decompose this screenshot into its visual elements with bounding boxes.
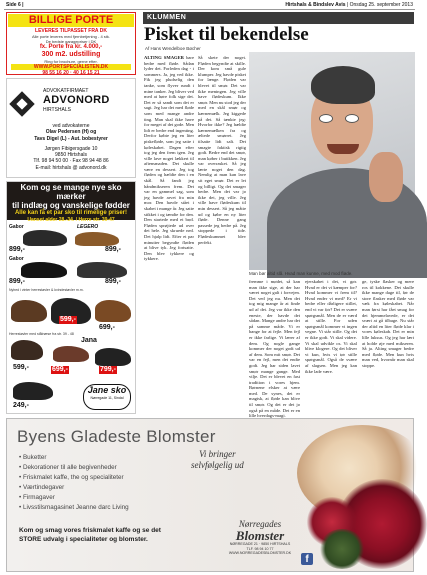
shop-logo: Nørregades Blomster NØRREGADE 21 · 9850 HIRTSHALS TLF. 98 94 10 77 WWW.NORREGADESBLOMSTER.DK bbox=[205, 519, 315, 556]
ad-title: BILLIGE PORTE bbox=[8, 14, 134, 27]
shoe-offer: 899,- bbox=[71, 256, 133, 288]
page-header bbox=[4, 2, 415, 10]
ad-call-to-action: Kom og smag vores friskmalet kaffe og se det STORE udvalg i specialiteter og blomster. bbox=[19, 527, 161, 543]
ad-shoes: Kom og se mange nye sko mærker til indlæg og vanskelige fødder Alle kan få et par sko til rimelige priser! Uanset alder 28.-34. / Herre str. 39-47 Gabor 899,- LEGERO 899,- Gabor 899,- 899,- Nyhed i vinter herrestøvler & kvindestøvler m.m. 599,- 699,- Herrestøvler med stålnæse fra str. 39 - 48 599,- Jana 699,- 799,- 249,- Jane sko Nørregade 11, Sindal bbox=[6, 181, 136, 414]
shoe-image bbox=[23, 230, 67, 246]
list-item: • Livsstilsmagasinet Jeanne darc Living bbox=[19, 503, 129, 513]
columnist-photo bbox=[249, 52, 415, 270]
shoe-image bbox=[77, 262, 127, 278]
shoe-image bbox=[53, 346, 89, 362]
shoe-image bbox=[75, 232, 119, 246]
ad-advonord-body: ved advokaterne Olav Pedersen (H) og Tavs Digel (L) - Aut. bobestyrer Jørgen Fibigersgade 10 9850 Hirtshals Tlf. 98 94 50 00 · Fax 98 94 48 86 E-mail: hirtshals @ advonord.dk bbox=[7, 123, 135, 171]
facebook-icon[interactable]: f bbox=[301, 553, 313, 565]
delivery-note: Vi bringer selvfølgelig ud bbox=[191, 449, 244, 470]
list-item: • Friskmalet kaffe, the og specialiteter bbox=[19, 473, 129, 483]
ad-web-link[interactable]: WWW.NORREGADESBLOMSTER.DK bbox=[228, 551, 292, 555]
shoe-offer: LEGERO 899,- bbox=[77, 224, 121, 253]
shoe-image bbox=[95, 300, 131, 322]
ad-shoes-header: Kom og se mange nye sko mærker til indlæg og vanskelige fødder Alle kan få et par sko til rimelige priser! Uanset alder 28.-34. / Herre str. 39-47 bbox=[7, 182, 135, 220]
ad-billige-porte: BILLIGE PORTE LEVERES TILPASSET FRA DK Alle porte leveres med fjernbetjening - 4 stk. De bedste garagepriser i DK fx. Porte fra kr. 4.000,- 300 m2. udstilling Ring for brochure, gerne efter. WWW.PORTSPECIALISTEN.DK 98 55 16 20 · 40 16 15 21 bbox=[6, 12, 136, 75]
shoe-offer: 599,- Jana 699,- 799,- bbox=[9, 338, 133, 378]
ad-title: Byens Gladeste Blomster bbox=[17, 427, 216, 446]
list-item: • Værtindegaver bbox=[19, 483, 129, 493]
leaf-image bbox=[319, 529, 365, 569]
ad-blomster bbox=[6, 418, 414, 572]
shoe-image bbox=[95, 348, 131, 366]
list-item: • Buketter bbox=[19, 453, 129, 463]
services-list bbox=[19, 453, 129, 513]
shoe-image bbox=[11, 300, 47, 322]
list-item: • Firmagaver bbox=[19, 493, 129, 503]
ad-firm-name: ADVONORD bbox=[43, 94, 110, 106]
shoe-image bbox=[21, 262, 67, 278]
advonord-logo-icon bbox=[9, 91, 34, 116]
article-column: fremme i mødet, så kan man ikke sige, at der har været noget galt i forvejen. Det ved jeg nu. Men det tog mig mange år at finde ud af det. Jeg var ikke den eneste, der havde det sådan. Mange andre har det på samme måde. Vi er bange for at fejle. Men fejl er ikke farlige. Vi lærer af dem. Og nogle gange kommer der noget godt ud af dem. Som mit smør. Det var en fejl, men det endte godt. Jeg har siden lavet smør mange gange. Med vilje. Det er blevet en fast tradition i vores hjem. Børnene elsker at være med. De synes, det er magisk, at fløde kan blive til smør. Og det er det jo også på en måde. Det er en lille hverdags-magi. bbox=[249, 279, 300, 419]
article-headline: Pisket til bekendelse bbox=[144, 24, 309, 45]
article-column: ALTING SMAGER bare bedre med fløde. Sådan lyder det. Forleden dag - i sommers. Ja, jeg ved ikke. Fik jeg pludselig den tanke, som flyver rundt i mine tanker. Jeg bliver ved med at høre folk sige det. Det er så sandt som det er sagt. Jeg har det med fløde som med mange andre ting. Man skal ikke have for meget af det gode. Men lidt er bedre end ingenting. Derfor købte jeg en liter piskefløde, som jeg satte i køleskabet. Dagen efter tog jeg den frem igen. Jeg ville lave noget lækkert til aftensmaden. Det skulle være en dessert. Jeg tog fløden og hældte den i en skål. Så fandt jeg håndmikseren frem. Det var en gammel sag, som jeg havde arvet fra min mor. Den havde stået i skabet i mange år. Jeg satte stikket i og tændte for den. Den startede med et brøl. Fløden sprøjtede ud over det hele. Jeg skruede ned. Det hjalp lidt. Efter et par minutter begyndte fløden at blive tyk. Jeg fortsatte. Den blev tykkere og tykkere. bbox=[144, 55, 195, 262]
shoe-offer: 599,- 699,- bbox=[9, 294, 133, 334]
ad-web-link[interactable]: WWW.PORTSPECIALISTEN.DK bbox=[11, 64, 131, 70]
photo-caption: Man bør altid slå. Hvad man kunne, med mod fløde. bbox=[249, 271, 353, 276]
shoe-offer: 249,- bbox=[9, 380, 79, 412]
list-item: • Dekorationer til alle begivenheder bbox=[19, 463, 129, 473]
shoe-image bbox=[11, 340, 43, 360]
shoe-offer: Gabor 899,- bbox=[9, 224, 69, 256]
ad-phone: 98 55 16 20 · 40 16 15 21 bbox=[42, 70, 100, 76]
ad-email[interactable]: E-mail: hirtshals @ advonord.dk bbox=[35, 164, 107, 171]
shoe-offer: Gabor 899,- bbox=[9, 256, 69, 288]
article-byline: Af Hans Wendelboe Bøcher bbox=[145, 46, 201, 51]
paper-title: Hirtshals & Bindslev Avis | Onsdag 25. september 2013 bbox=[285, 2, 413, 8]
shoe-image bbox=[13, 382, 53, 400]
section-label: KLUMMEN bbox=[143, 12, 414, 24]
shop-logo: Jane sko Nørregade 11, Sindal bbox=[83, 384, 131, 410]
page-number: Side 6 | bbox=[6, 2, 24, 8]
article-column: ge, tyske flasker og mere ros til kokkene. Det skulle ikke mange dage til, før de store flasker med fløde var væk fra køleskabet. Når man først har fået smag for det hjemmelavede, er det svært at gå tilbage. Nu står der altid en liter fløde klar i vores køleskab. Det er min lille luksus. Og jeg har lært at holde øje med mikseren. Så ja. Alting smager bedre med fløde. Men kun hvis man ved, hvornår man skal stoppe. bbox=[362, 279, 414, 368]
article-column: Så skete der noget. Fløden begyndte at skille. Der kom små gule klumper. Jeg havde pisket for længe. Fløden var blevet til smør. Det var ikke meningen. Jeg ville have flødeskum. Ikke smør. Men nu stod jeg der med en skål smør og kærnemælk. Jeg kiggede på det. Så tænkte jeg: Hvorfor ikke? Jeg hældte kærnemælken fra og æltede smørret. Jeg tilsatte lidt salt. Det smagte faktisk rigtig godt. Bedre end det smør, man køber i butikken. Jeg var overrasket. Så jeg lærte noget den dag. Nemlig at man kan lave sit eget smør. Det er let og billigt. Og det smager bedre. Men det var jo ikke det, jeg ville. Jeg ville have flødeskum til min dessert. Så jeg måtte ud og købe en ny liter fløde. Denne gang passede jeg bedre på. Jeg stoppede i tide. Flødeskummet blev perfekt. bbox=[198, 55, 246, 245]
article-column: ejerskabet i det, vi gør. Hvad er det vi kæmper for? Hvad kommer vi frem til? Hvad ender vi med? Er vi bedre eller dårligere stillet, end vi var før? Det er svære spørgsmål. Men de er værd at stille. For uden spørgsmål kommer vi ingen vegne. Vi står stille. Og det er ikke godt. Vi skal videre. Vi skal udvikle os. Vi skal blive klogere. Og det bliver vi kun, hvis vi tør stille spørgsmål. Også de svære af slagsen. Men jeg kan ikke lade være. bbox=[305, 279, 357, 374]
ad-price: fx. Porte fra kr. 4.000,- bbox=[39, 44, 103, 50]
ad-advonord: ADVOKATFIRMAET ADVONORD HIRTSHALS ved advokaterne Olav Pedersen (H) og Tavs Digel (L) - Aut. bobestyrer Jørgen Fibigersgade 10 9850 Hirtshals Tlf. 98 94 50 00 · Fax 98 94 48 86 E-mail: hirtshals @ advonord.dk bbox=[6, 78, 136, 178]
